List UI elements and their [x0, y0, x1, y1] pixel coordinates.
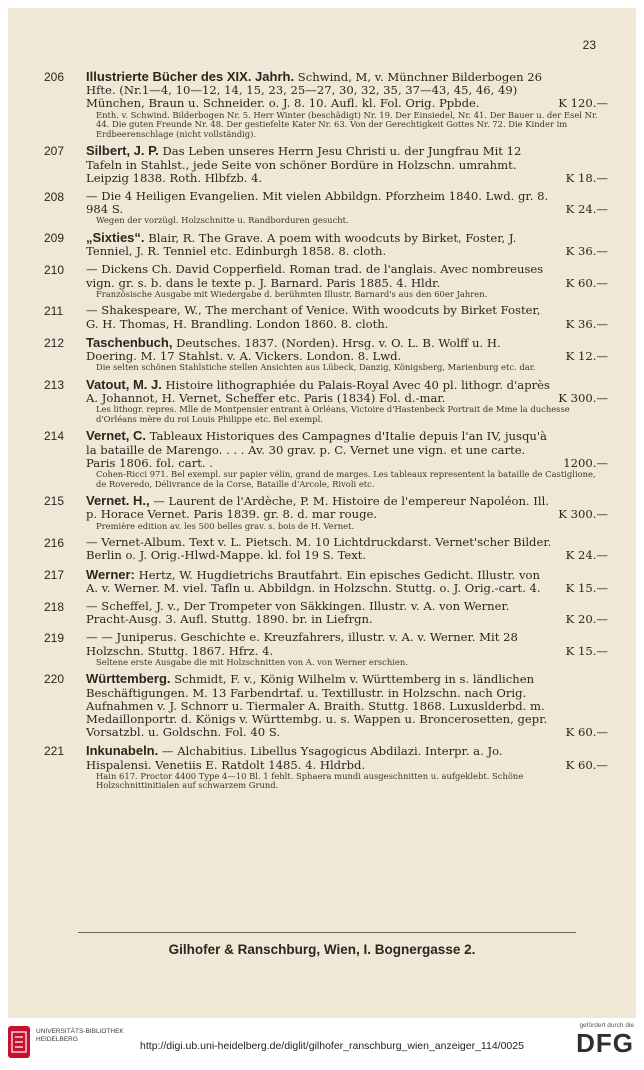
entry-number: 212 [44, 335, 65, 350]
entry-description [86, 144, 608, 185]
catalog-entry [44, 263, 608, 299]
entry-text: Tableaux Historiques des Campagnes d'Italie depuis l'an IV, jusqu'à la bataille de Marengo. . . . Av. 30 grav. p. C. Vernet une vign. et une carte. Paris 1806. fol. cart. . [86, 429, 547, 470]
library-logo-text: UNIVERSITÄTS-BIBLIOTHEK HEIDELBERG [36, 1028, 124, 1043]
catalog-entry [44, 631, 608, 667]
library-logo[interactable] [8, 1024, 124, 1064]
entry-note: Wegen der vorzügl. Holzschnitte u. Randborduren gesucht. [96, 215, 349, 226]
entry-description [86, 70, 608, 111]
footer-rule [78, 932, 576, 933]
entry-description [86, 231, 608, 258]
entry-title: „Sixties“. [86, 230, 145, 245]
entry-text: Hertz, W. Hugdietrichs Brautfahrt. Ein episches Gedicht. Illustr. von A. v. Werner. M. viel. Tafln u. Abbildgn. in Holzschn. Stuttg. o. J. Orig.-cart. 4. [86, 567, 541, 595]
entry-title: Werner: [86, 566, 135, 582]
entry-text: — Vernet-Album. Text v. L. Pietsch. M. 10 Lichtdruckdarst. Vernet'scher Bilder. Berlin o. J. Orig.-Hlwd-Mappe. kl. fol 19 S. Text. [86, 535, 552, 563]
entry-text: Blair, R. The Grave. A poem with woodcuts by Birket, Foster, J. Tenniel, J. R. Tenniel etc. Edinburgh 1858. 8. cloth. [86, 231, 517, 259]
entry-description [86, 190, 608, 216]
entry-price: K 120.— [558, 96, 608, 111]
page-number: 23 [582, 38, 596, 52]
entry-note: Enth. v. Schwind. Bilderbogen Nr. 5. Herr Winter (beschädigt) Nr. 19. Der Einsiedel, Nr. 41. Der Bauer u. der Esel Nr. 44. Die guten Freunde Nr. 48. Der gestiefelte Kater Nr. 63. Von der Gerechtigkeit Gottes Nr. 72. Die Kinder im Erdbeerenschlage (nicht vollständig). [96, 109, 598, 139]
entry-description [86, 304, 608, 330]
entry-number: 208 [44, 190, 65, 204]
entry-text: Schwind, M, v. Münchner Bilderbogen 26 Hfte. (Nr.1—4, 10—12, 14, 15, 23, 25—27, 30, 32, 35, 37—43, 45, 46, 49) München, Braun u. Schneider. o. J. 8. 10. Aufl. kl. Fol. Orig. Ppbde. [86, 70, 543, 111]
entry-number: 214 [44, 429, 65, 444]
dfg-logo[interactable] [554, 1022, 634, 1066]
entry-number: 221 [44, 744, 65, 759]
entry-number: 207 [44, 144, 65, 159]
dfg-logo-text: DFG [576, 1028, 634, 1058]
entry-title: Silbert, J. P. [86, 143, 159, 159]
entry-description [86, 429, 608, 470]
catalog-entry [44, 494, 608, 531]
entry-price: K 300.— [558, 391, 608, 406]
entry-number: 213 [44, 377, 65, 392]
catalog-entries [44, 70, 608, 796]
entry-description [86, 263, 608, 289]
page-url-link[interactable]: http://digi.ub.uni-heidelberg.de/diglit/gilhofer_ranschburg_wien_anzeiger_114/0025 [140, 1040, 524, 1052]
entry-text: Histoire lithographiée du Palais-Royal Avec 40 pl. lithogr. d'après A. Johannot, H. Vernet, Scheffer etc. Paris (1834) Fol. d.-mar. [86, 377, 550, 406]
entry-title: Illustrierte Bücher des XIX. Jahrh. [86, 69, 295, 84]
entry-description [86, 631, 608, 657]
entry-price: K 20.— [565, 612, 608, 627]
entry-price: K 36.— [565, 316, 608, 331]
entry-description [86, 336, 608, 363]
entry-text: — Dickens Ch. David Copperfield. Roman trad. de l'anglais. Avec nombreuses vign. gr. s. b. dans le texte p. J. Barnard. Paris 1885. 4. Hldr. [86, 262, 544, 290]
entry-text: — Alchabitius. Libellus Ysagogicus Abdilazi. Interpr. a. Jo. Hispalensi. Venetiis E. Ratdolt 1485. 4. Hldrbd. [86, 744, 503, 772]
entry-text: — Scheffel, J. v., Der Trompeter von Säkkingen. Illustr. v. A. von Werner. Pracht-Ausg. 3. Aufl. Stuttg. 1890. br. in Liefrgn. [86, 599, 510, 627]
catalog-entry [44, 600, 608, 626]
entry-number: 211 [44, 304, 64, 319]
catalog-entry [44, 378, 608, 425]
catalog-entry [44, 190, 608, 226]
catalog-entry [44, 568, 608, 595]
entry-number: 218 [44, 600, 65, 615]
entry-number: 219 [44, 631, 65, 646]
catalog-entry [44, 304, 608, 330]
entry-title: Vernet, C. [86, 428, 146, 444]
entry-price: 1200.— [563, 455, 608, 470]
entry-number: 215 [44, 494, 65, 509]
entry-note: Les lithogr. repres. Mlle de Montpensier entrant à Orléans, Victoire d'Hastenbeck Portrait de Mme la duchesse d'Orléans mère du roi Louis Philippe etc. Bel exempl. [96, 404, 570, 424]
entry-text: Deutsches. 1837. (Norden). Hrsg. v. O. L. B. Wolff u. H. Doering. M. 17 Stahlst. v. A. Vickers. London. 8. Lwd. [86, 335, 501, 364]
entry-price: K 18.— [565, 170, 608, 185]
entry-price: K 60.— [565, 757, 608, 772]
entry-note: Hain 617. Proctor 4400 Type 4—10 Bl. 1 fehlt. Sphaera mundi ausgeschnitten u. aufgeklebt. Schöne Holzschnittinitialen auf schwarzem Grund. [96, 770, 524, 791]
entry-number: 216 [44, 536, 65, 551]
entry-title: Vatout, M. J. [86, 376, 162, 392]
entry-description [86, 672, 608, 739]
entry-description [86, 600, 608, 626]
entry-number: 209 [44, 231, 65, 245]
catalog-entry [44, 672, 608, 739]
entry-description [86, 744, 608, 771]
entry-price: K 15.— [565, 643, 608, 658]
catalog-entry [44, 536, 608, 562]
catalog-entry [44, 231, 608, 258]
funded-by-label: gefördert durch die [579, 1022, 634, 1029]
entry-price: K 60.— [565, 725, 608, 740]
entry-price: K 300.— [558, 507, 608, 522]
catalog-entry [44, 336, 608, 373]
entry-number: 210 [44, 263, 65, 278]
entry-note: Première edition av. les 500 belles grav. s. bois de H. Vernet. [96, 520, 355, 531]
entry-description [86, 536, 608, 562]
entry-price: K 24.— [565, 202, 608, 217]
entry-title: Inkunabeln. [86, 743, 159, 759]
entry-text: — Shakespeare, W., The merchant of Venice. With woodcuts by Birket Foster, G. H. Thomas, H. Brandling. London 1860. 8. cloth. [86, 303, 541, 331]
entry-text: — Die 4 Heiligen Evangelien. Mit vielen Abbildgn. Pforzheim 1840. Lwd. gr. 8. 984 S. [86, 189, 549, 217]
entry-number: 220 [44, 672, 65, 687]
catalog-entry [44, 744, 608, 791]
entry-description [86, 568, 608, 595]
entry-description [86, 378, 608, 405]
library-seal-icon [8, 1026, 30, 1058]
entry-title: Württemberg. [86, 671, 171, 687]
catalog-entry [44, 144, 608, 185]
entry-text: Das Leben unseres Herrn Jesu Christi u. der Jungfrau Mit 12 Tafeln in Stahlst., jede Seite von schöner Bordüre in Holzschn. umrahmt. Leipzig 1838. Roth. Hlbfzb. 4. [86, 144, 522, 185]
entry-title: Vernet. H., [86, 493, 150, 509]
entry-note: Französische Ausgabe mit Wiedergabe d. berühmten Illustr. Barnard's aus den 60er Jahren. [96, 288, 488, 299]
entry-text: — — Juniperus. Geschichte e. Kreuzfahrers, illustr. v. A. v. Werner. Mit 28 Holzschn. Stuttg. 1867. Hfrz. 4. [86, 630, 518, 658]
viewer-bottom-bar [0, 1018, 644, 1070]
entry-text: — Laurent de l'Ardèche, P. M. Histoire de l'empereur Napoléon. Ill. p. Horace Vernet. Paris 1839. gr. 8. d. mar rouge. [86, 494, 549, 522]
entry-description [86, 494, 608, 521]
entry-note: Cohen-Ricci 971. Bel exempl. sur papier vélin, grand de marges. Les tableaux representent la bataille de Castiglione, de Roveredo, Délivrance de la Corse, Bataille d'Arcole, Rivoli etc. [96, 469, 596, 489]
catalog-entry [44, 429, 608, 489]
entry-title: Taschenbuch, [86, 334, 173, 350]
entry-text: Schmidt, F. v., König Wilhelm v. Württemberg in s. ländlichen Beschäftigungen. M. 13 Farbendrtaf. u. Textillustr. in Holzschn. nach Orig. Aufnahmen v. J. Schnorr u. Tiermaler A. Braith. Stuttg. 1868. Luxuslderbd. m. Medaillonportr. d. Königs v. Württembg. u. s. Wappen u. Broncerosetten, gepr. Vorsatzbl. u. Goldschn. Fol. 40 S. [86, 672, 548, 740]
catalog-page [8, 8, 636, 1018]
entry-price: K 36.— [565, 244, 608, 259]
entry-note: Seltene erste Ausgabe die mit Holzschnitten von A. von Werner erschien. [96, 656, 408, 667]
entry-price: K 15.— [565, 580, 608, 595]
entry-number: 217 [44, 567, 65, 582]
entry-note: Die selten schönen Stahlstiche stellen Ansichten aus Lübeck, Danzig, Königsberg, Marienburg etc. dar. [96, 362, 536, 373]
entry-price: K 12.— [565, 349, 608, 364]
entry-price: K 24.— [565, 548, 608, 563]
entry-number: 206 [44, 70, 65, 84]
entry-price: K 60.— [565, 275, 608, 290]
page-footer: Gilhofer & Ranschburg, Wien, I. Bognergasse 2. [168, 942, 476, 957]
catalog-entry [44, 70, 608, 139]
